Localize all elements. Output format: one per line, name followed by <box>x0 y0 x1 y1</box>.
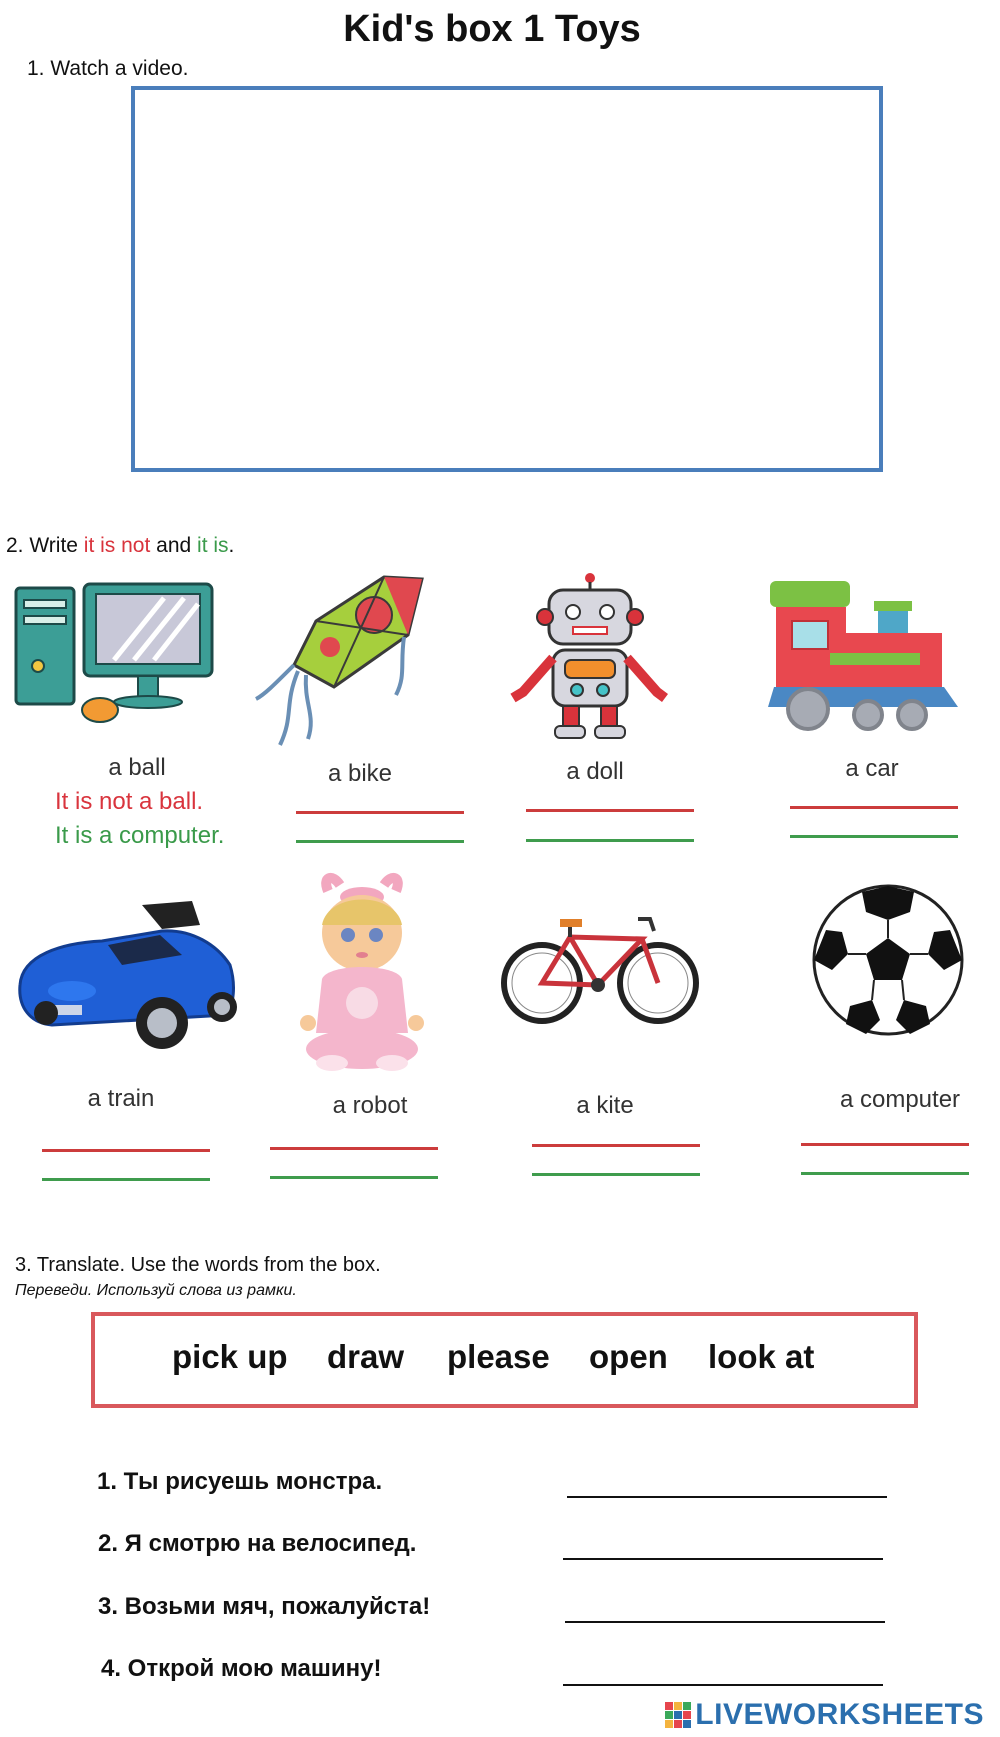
liveworksheets-icon <box>665 1702 691 1728</box>
item-label: a kite <box>576 1092 634 1119</box>
instruction-2-period: . <box>228 534 235 557</box>
robot-picture <box>505 572 675 742</box>
answer-line-is[interactable] <box>296 840 464 843</box>
answer-line-not[interactable] <box>532 1144 700 1147</box>
brand-text: LIVEWORKSHEETS <box>695 1698 984 1731</box>
answer-line-is[interactable] <box>42 1178 210 1181</box>
doll-picture <box>292 873 432 1073</box>
instruction-2 <box>6 534 234 558</box>
kite-picture <box>254 575 434 750</box>
sentence-3: 3. Возьми мяч, пожалуйста! <box>98 1593 431 1620</box>
sentence-4: 4. Открой мою машину! <box>101 1655 382 1682</box>
answer-is: It is a computer. <box>55 822 225 849</box>
word-open: open <box>589 1338 668 1375</box>
sentence-2: 2. Я смотрю на велосипед. <box>98 1530 417 1557</box>
instruction-2-prefix: 2. Write <box>6 534 84 557</box>
answer-line-is[interactable] <box>801 1172 969 1175</box>
instruction-3-ru: Переведи. Используй слова из рамки. <box>15 1282 297 1299</box>
bike-picture <box>500 905 700 1030</box>
item-label: a car <box>845 755 899 782</box>
item-label: a bike <box>327 760 393 787</box>
answer-line-is[interactable] <box>790 835 958 838</box>
answer-line-not[interactable] <box>42 1149 210 1152</box>
answer-line-is[interactable] <box>532 1173 700 1176</box>
ball-picture <box>810 882 966 1038</box>
brand-logo <box>665 1698 984 1732</box>
answer-line-not[interactable] <box>296 811 464 814</box>
instruction-3: 3. Translate. Use the words from the box. <box>15 1254 381 1276</box>
answer-line-1[interactable] <box>567 1496 887 1498</box>
item-label: a ball <box>108 754 166 781</box>
instruction-2-and: and <box>150 534 198 557</box>
word-please: please <box>447 1338 550 1375</box>
answer-not: It is not a ball. <box>55 788 204 815</box>
answer-line-is[interactable] <box>270 1176 438 1179</box>
word-pick-up: pick up <box>172 1338 288 1375</box>
car-picture <box>12 895 237 1060</box>
answer-line-not[interactable] <box>270 1147 438 1150</box>
word-look-at: look at <box>708 1338 815 1375</box>
answer-line-is[interactable] <box>526 839 694 842</box>
answer-line-2[interactable] <box>563 1558 883 1560</box>
word-draw: draw <box>327 1338 405 1375</box>
video-frame[interactable] <box>131 86 883 472</box>
sentence-1: 1. Ты рисуешь монстра. <box>97 1468 383 1495</box>
answer-line-not[interactable] <box>526 809 694 812</box>
answer-line-4[interactable] <box>563 1684 883 1686</box>
page-title: Kid's box 1 Toys <box>343 8 641 50</box>
item-label: a train <box>87 1085 155 1112</box>
item-label: a computer <box>839 1086 961 1113</box>
answer-line-not[interactable] <box>801 1143 969 1146</box>
answer-line-not[interactable] <box>790 806 958 809</box>
item-label: a robot <box>332 1092 408 1119</box>
instruction-2-it-is: it is <box>197 534 229 557</box>
train-picture <box>768 577 958 742</box>
item-label: a doll <box>566 758 624 785</box>
instruction-1: 1. Watch a video. <box>27 57 189 80</box>
computer-picture <box>14 580 214 730</box>
instruction-2-it-is-not: it is not <box>83 534 151 557</box>
answer-line-3[interactable] <box>565 1621 885 1623</box>
